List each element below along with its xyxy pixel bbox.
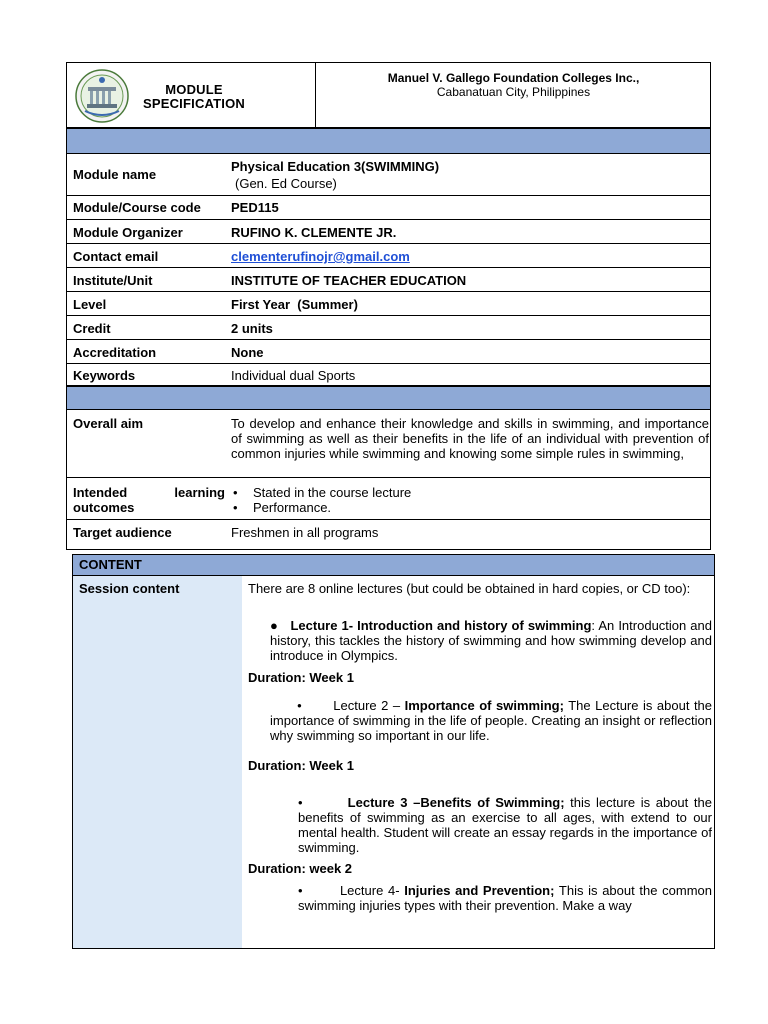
value-module-name: Physical Education 3(SWIMMING) — [231, 159, 440, 174]
duration-3: Duration: week 2 — [248, 861, 353, 876]
college-seal-icon — [75, 69, 129, 123]
label-overall-aim: Overall aim — [73, 416, 144, 431]
value-audience: Freshmen in all programs — [231, 525, 379, 540]
lecture-3-text: this lecture is about the benefits of swimming as an exercise to all ages, with extend to our mental health. Student will create an essay regards in the importance of swimming. — [298, 795, 712, 855]
college-name: Manuel V. Gallego Foundation Colleges Inc., — [387, 71, 640, 85]
value-course-code: PED115 — [231, 200, 279, 215]
value-overall-aim: To develop and enhance their knowledge and skills in swimming, and importance of swimming as well as their benefits in the life of an individual with prevention of common injuries while swimming and knowing some simple rules in swimming, — [231, 416, 709, 461]
row-audience — [66, 520, 711, 550]
label-accreditation: Accreditation — [73, 345, 157, 360]
lecture-3-title: Lecture 3 –Benefits of Swimming; — [347, 795, 565, 810]
lecture-3 — [298, 795, 712, 855]
content-section — [72, 554, 715, 949]
list-item: • Performance. — [231, 500, 411, 515]
label-outcomes-word3: outcomes — [73, 500, 135, 515]
value-accreditation: None — [231, 345, 264, 360]
section-band-2 — [66, 386, 711, 410]
session-content-cell — [242, 576, 714, 948]
lecture-1 — [270, 618, 712, 663]
lecture-2 — [270, 698, 712, 743]
duration-2: Duration: Week 1 — [248, 758, 354, 773]
lecture-1-bullet: ● — [270, 618, 291, 633]
label-outcomes-word2: learning — [174, 485, 225, 500]
session-label-cell — [73, 576, 242, 948]
label-outcomes — [73, 485, 225, 515]
session-intro: There are 8 online lectures (but could be obtained in hard copies, or CD too): — [248, 581, 691, 596]
college-info — [317, 71, 710, 99]
label-keywords: Keywords — [73, 368, 136, 383]
label-course-code: Module/Course code — [73, 200, 201, 215]
session-content-label: Session content — [79, 581, 180, 596]
title-line-2: SPECIFICATION — [142, 96, 246, 111]
value-keywords: Individual dual Sports — [231, 368, 356, 383]
label-institute: Institute/Unit — [73, 273, 153, 288]
outcomes-list — [231, 485, 411, 515]
header-divider — [315, 63, 316, 129]
row-keywords — [66, 364, 711, 386]
label-module-name: Module name — [73, 167, 157, 182]
contact-email-link[interactable]: clementerufinojr@gmail.com — [231, 249, 410, 264]
label-contact: Contact email — [73, 249, 159, 264]
value-module-type: (Gen. Ed Course) — [235, 176, 337, 191]
header-block — [66, 62, 711, 128]
value-institute: INSTITUTE OF TEACHER EDUCATION — [231, 273, 467, 288]
row-accreditation — [66, 340, 711, 364]
lecture-2-bullet: • — [270, 698, 334, 713]
lecture-4-text: This is about the common swimming injuries types with their prevention. Make a way — [298, 883, 712, 913]
lecture-4-title: Injuries and Prevention; — [404, 883, 555, 898]
value-organizer: RUFINO K. CLEMENTE JR. — [231, 225, 397, 240]
label-level: Level — [73, 297, 107, 312]
lecture-2-prefix: Lecture 2 – — [333, 698, 405, 713]
section-band-1 — [66, 128, 711, 154]
duration-1: Duration: Week 1 — [248, 670, 354, 685]
row-module-name — [66, 154, 711, 196]
row-course-code — [66, 196, 711, 220]
college-location: Cabanatuan City, Philippines — [436, 85, 591, 99]
list-item: • Stated in the course lecture — [231, 485, 411, 500]
label-audience: Target audience — [73, 525, 172, 540]
lecture-1-title: Lecture 1- Introduction and history of swimming — [290, 618, 592, 633]
row-contact — [66, 244, 711, 268]
page-title — [131, 83, 257, 111]
lecture-2-text: The Lecture is about the importance of swimming in the life of people. Creating an insight or reflection why swimming so important in our life. — [270, 698, 713, 743]
label-organizer: Module Organizer — [73, 225, 183, 240]
title-line-1: MODULE — [165, 82, 223, 97]
label-outcomes-line1 — [73, 485, 225, 500]
label-outcomes-word1: Intended — [73, 485, 128, 500]
content-heading: CONTENT — [79, 557, 142, 572]
row-institute — [66, 268, 711, 292]
lecture-4-bullet: • — [298, 883, 340, 898]
content-heading-bar — [73, 555, 714, 576]
row-level — [66, 292, 711, 316]
value-level: First Year (Summer) — [231, 297, 358, 312]
lecture-3-bullet: • — [298, 795, 348, 810]
row-credit — [66, 316, 711, 340]
lecture-2-title: Importance of swimming; — [404, 698, 564, 713]
lecture-1-text: : An Introduction and history, this tackles the history of swimming and how swimming develop and introduce in Olympics. — [270, 618, 713, 663]
lecture-4-prefix: Lecture 4- — [339, 883, 405, 898]
label-credit: Credit — [73, 321, 111, 336]
row-organizer — [66, 220, 711, 244]
row-outcomes — [66, 478, 711, 520]
lecture-4 — [298, 883, 712, 913]
value-credit: 2 units — [231, 321, 273, 336]
row-overall-aim — [66, 410, 711, 478]
